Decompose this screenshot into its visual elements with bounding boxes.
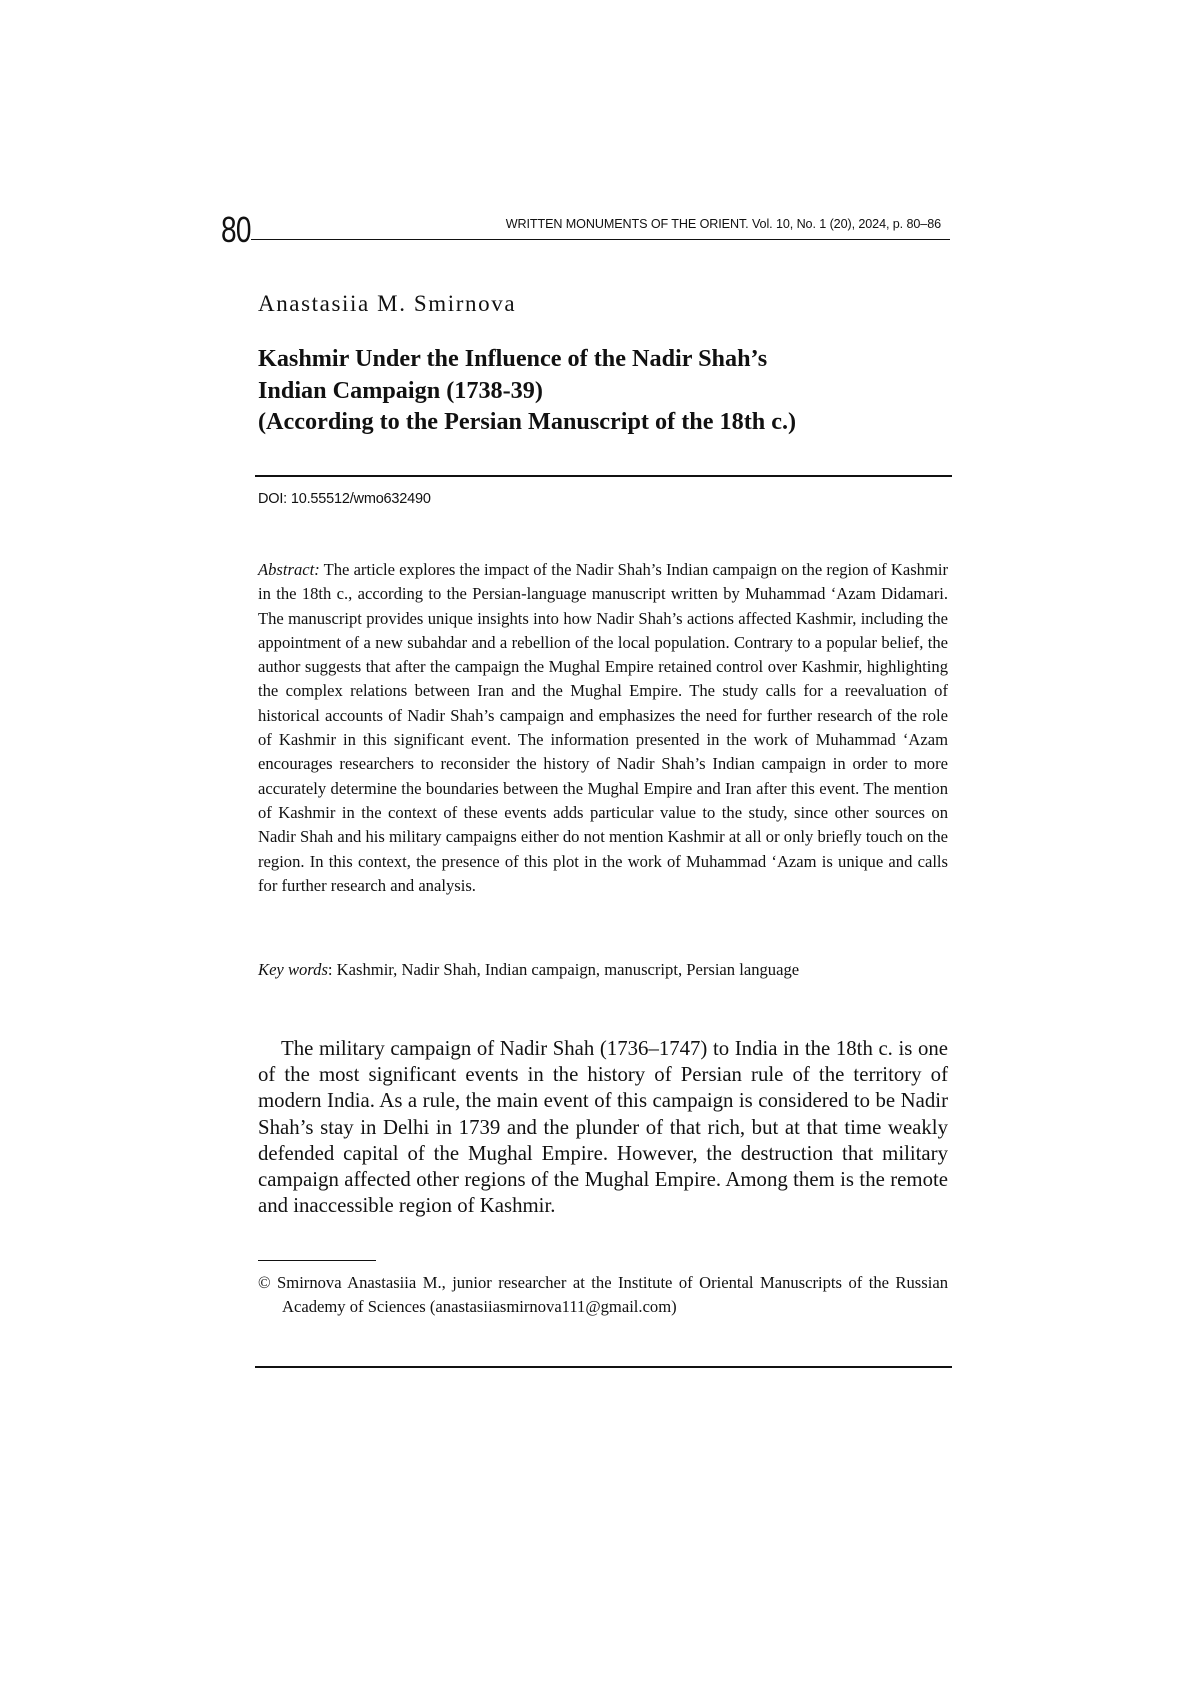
abstract-label: Abstract: [258, 560, 320, 579]
abstract-text: The article explores the impact of the Nadir Shah’s Indian campaign on the region of Kashmir in the 18th c., according to the Persian-language manuscript written by Muhammad ‘Azam Didamari. The manuscript provides unique insights into how Nadir Shah’s actions affected Kashmir, including the appointment of a new subahdar and a rebellion of the local population. Contrary to a popular belief, the author suggests that after the campaign the Mughal Empire retained control over Kashmir, highlighting the complex relations between Iran and the Mughal Empire. The study calls for a reevaluation of historical accounts of Nadir Shah’s campaign and emphasizes the need for further research of the role of Kashmir in this significant event. The information presented in the work of Muhammad ‘Azam encourages researchers to reconsider the history of Nadir Shah’s Indian campaign in order to more accurately determine the boundaries between the Mughal Empire and Iran after this event. The mention of Kashmir in the context of these events adds particular value to the study, since other sources on Nadir Shah and his military campaigns either do not mention Kashmir at all or only briefly touch on the region. In this context, the presence of this plot in the work of Muhammad ‘Azam is unique and calls for further research and analysis. [258, 560, 948, 895]
abstract [258, 558, 948, 898]
keywords [258, 958, 948, 982]
keywords-label: Key words [258, 960, 328, 979]
body-paragraph: The military campaign of Nadir Shah (1736–1747) to India in the 18th c. is one of the most significant events in the history of Persian rule of the territory of modern India. As a rule, the main event of this campaign is considered to be Nadir Shah’s stay in Delhi in 1739 and the plunder of that rich, but at that time weakly defended capital of the Mughal Empire. However, the destruction that military campaign affected other regions of the Mughal Empire. Among them is the remote and inaccessible region of Kashmir. [258, 1037, 948, 1218]
running-head: WRITTEN MONUMENTS OF THE ORIENT. Vol. 10, No. 1 (20), 2024, p. 80–86 [505, 217, 941, 231]
footnote-rule [258, 1260, 376, 1261]
title-divider [255, 475, 952, 477]
title-line: (According to the Persian Manuscript of the 18th c.) [258, 408, 797, 435]
title-line: Indian Campaign (1738-39) [258, 376, 543, 404]
page-number: 80 [221, 209, 251, 250]
title-line: Kashmir Under the Influence of the Nadir Shah’s [258, 345, 768, 372]
keywords-text: : Kashmir, Nadir Shah, Indian campaign, manuscript, Persian language [327, 960, 800, 979]
author-name: Anastasiia M. Smirnova [258, 291, 517, 316]
article-title [258, 343, 948, 438]
footer-rule [255, 1366, 952, 1368]
doi: DOI: 10.55512/wmo632490 [258, 491, 431, 507]
header-rule [251, 239, 950, 240]
footnote: © Smirnova Anastasiia M., junior researcher at the Institute of Oriental Manuscripts of the Russian Academy of Sciences (anastasiiasmirnova111@gmail.com) [258, 1273, 948, 1317]
